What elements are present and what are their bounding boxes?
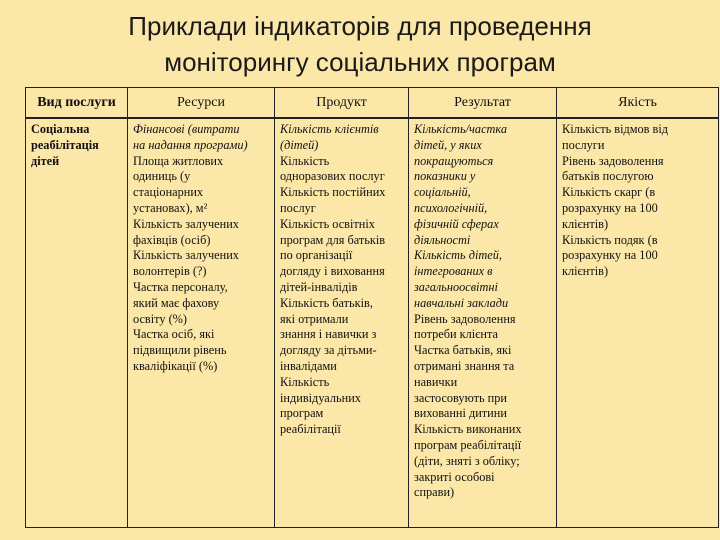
result-line: (діти, зняті з обліку; [414, 453, 520, 468]
resources-line: підвищили рівень [133, 343, 227, 358]
quality-line: послуги [562, 137, 605, 152]
result-line: справи) [414, 485, 455, 500]
quality-line: розрахунку на 100 [562, 248, 658, 263]
product-line: індивідуальних [280, 390, 361, 405]
slide-title [0, 8, 720, 80]
result-line: програм реабілітації [414, 437, 522, 452]
resources-line: Частка персоналу, [133, 279, 228, 294]
indicators-table [25, 87, 719, 528]
quality-line: Кількість подяк (в [562, 232, 658, 247]
quality-line: батьків послугою [562, 169, 654, 184]
table-row [26, 118, 719, 528]
product-line: (дітей) [280, 137, 319, 152]
quality-line: Рівень задоволення [562, 153, 664, 168]
product-line: послуг [280, 200, 316, 215]
product-line: програм [280, 406, 324, 421]
product-cell [275, 118, 409, 528]
quality-cell [557, 118, 719, 528]
result-line: Частка батьків, які [414, 343, 512, 358]
product-line: дітей-інвалідів [280, 279, 358, 294]
result-line: інтегрованих в [414, 264, 493, 279]
product-line: програм для батьків [280, 232, 386, 247]
result-line: Кількість виконаних [414, 422, 522, 437]
resources-line: фахівців (осіб) [133, 232, 211, 247]
result-cell [409, 118, 557, 528]
result-line: психологічній, [414, 200, 488, 215]
product-line: догляду і виховання [280, 264, 385, 279]
resources-line: стаціонарних [133, 185, 204, 200]
resources-line: кваліфікації (%) [133, 358, 218, 373]
product-line: Кількість [280, 374, 330, 389]
resources-line: на надання програми) [133, 137, 248, 152]
product-line: Кількість батьків, [280, 295, 373, 310]
resources-line: Фінансові (витрати [133, 122, 240, 136]
resources-line: освіту (%) [133, 311, 188, 326]
header-result: Результат [409, 88, 557, 119]
resources-line: який має фахову [133, 295, 220, 310]
header-product: Продукт [275, 88, 409, 119]
result-line: отримані знання та [414, 358, 515, 373]
resources-line: Частка осіб, які [133, 327, 215, 342]
service-line: дітей [31, 153, 60, 168]
header-quality: Якість [557, 88, 719, 119]
product-line: по організації [280, 248, 353, 263]
resources-line: волонтерів (?) [133, 264, 207, 279]
result-line: Кількість/частка [414, 122, 508, 136]
product-line: знання і навички з [280, 327, 377, 342]
header-resources: Ресурси [128, 88, 275, 119]
quality-line: Кількість скарг (в [562, 185, 656, 200]
resources-line: установах), м² [133, 200, 208, 215]
product-line: Кількість освітніх [280, 216, 375, 231]
result-line: Рівень задоволення [414, 311, 516, 326]
result-line: Кількість дітей, [414, 248, 502, 263]
result-line: фізичній сферах [414, 216, 499, 231]
quality-line: клієнтів) [562, 216, 609, 231]
product-line: інвалідами [280, 358, 337, 373]
product-line: догляду за дітьми- [280, 343, 377, 358]
result-line: показники у [414, 169, 476, 184]
product-line: які отримали [280, 311, 349, 326]
resources-line: Кількість залучених [133, 216, 239, 231]
result-line: дітей, у яких [414, 137, 482, 152]
header-service: Вид послуги [26, 88, 128, 119]
result-line: застосовують при [414, 390, 507, 405]
result-line: діяльності [414, 232, 471, 247]
product-line: одноразових послуг [280, 169, 385, 184]
service-line: Соціальна [31, 122, 90, 136]
quality-line: Кількість відмов від [562, 122, 669, 136]
result-line: потреби клієнта [414, 327, 498, 342]
result-line: закриті особові [414, 469, 495, 484]
table-header-row [26, 88, 719, 119]
product-line: Кількість [280, 153, 330, 168]
quality-line: розрахунку на 100 [562, 200, 658, 215]
resources-cell [128, 118, 275, 528]
product-line: Кількість клієнтів [280, 122, 379, 136]
quality-line: клієнтів) [562, 264, 609, 279]
resources-line: Площа житлових [133, 153, 224, 168]
result-line: соціальній, [414, 185, 471, 200]
title-line-1: Приклади індикаторів для проведення [128, 11, 592, 41]
title-line-2: моніторингу соціальних програм [164, 47, 556, 77]
result-line: загальноосвітні [414, 279, 498, 294]
result-line: покращуються [414, 153, 494, 168]
service-line: реабілітація [31, 137, 99, 152]
result-line: вихованні дитини [414, 406, 507, 421]
resources-line: одиниць (у [133, 169, 191, 184]
result-line: навчальні заклади [414, 295, 509, 310]
service-cell [26, 118, 128, 528]
resources-line: Кількість залучених [133, 248, 239, 263]
product-line: Кількість постійних [280, 185, 386, 200]
product-line: реабілітації [280, 422, 341, 437]
result-line: навички [414, 374, 458, 389]
